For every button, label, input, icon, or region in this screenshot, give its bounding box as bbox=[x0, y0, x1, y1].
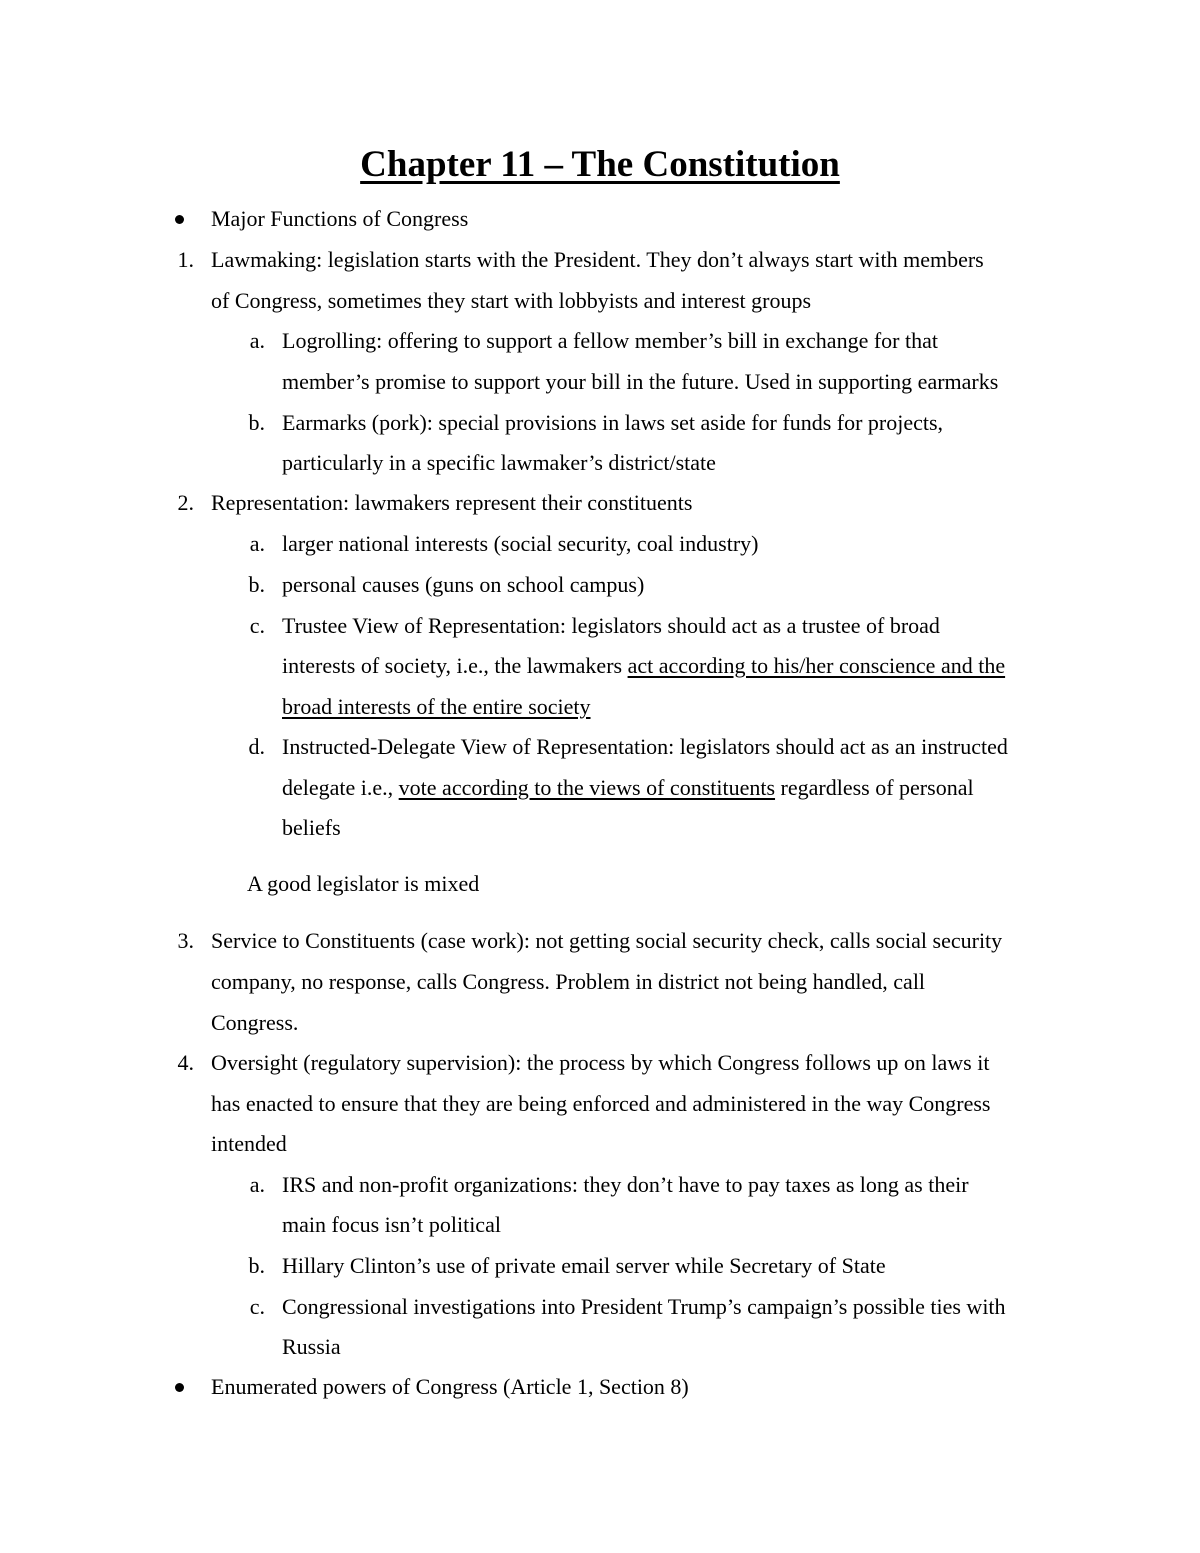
item-2c-underlined-text-cont: broad interests of the entire society bbox=[282, 694, 591, 719]
list-letter-4a: a. bbox=[249, 1172, 265, 1197]
item-2d-line-2-pre: delegate i.e., bbox=[282, 775, 399, 800]
item-4c-line-2: Russia bbox=[282, 1334, 341, 1359]
item-2d-line-2-post: regardless of personal bbox=[775, 775, 974, 800]
item-2-line-1: Representation: lawmakers represent their constituents bbox=[211, 490, 693, 515]
bullet-enumerated-powers: Enumerated powers of Congress (Article 1, Section 8) bbox=[211, 1374, 689, 1399]
item-2c-line-1: Trustee View of Representation: legislators should act as a trustee of broad bbox=[282, 613, 940, 638]
item-2a-line-1: larger national interests (social security, coal industry) bbox=[282, 531, 759, 556]
bullet-major-functions: Major Functions of Congress bbox=[211, 206, 469, 231]
item-4a-line-2: main focus isn’t political bbox=[282, 1212, 501, 1237]
item-2d-line-3: beliefs bbox=[282, 815, 341, 840]
item-1-line-2: of Congress, sometimes they start with lobbyists and interest groups bbox=[211, 288, 812, 313]
item-1a-line-2: member’s promise to support your bill in the future. Used in supporting earmarks bbox=[282, 369, 999, 394]
item-2b-line-1: personal causes (guns on school campus) bbox=[282, 572, 645, 597]
list-number-2: 2. bbox=[177, 490, 194, 515]
list-letter-2c: c. bbox=[249, 613, 265, 638]
item-4-line-1: Oversight (regulatory supervision): the process by which Congress follows up on laws it bbox=[211, 1050, 990, 1075]
list-number-1: 1. bbox=[177, 247, 194, 272]
item-2d-line-2 bbox=[282, 773, 974, 803]
list-letter-1b: b. bbox=[248, 410, 265, 435]
item-2d-line-1: Instructed-Delegate View of Representation: legislators should act as an instructed bbox=[282, 734, 1008, 759]
item-4-line-2: has enacted to ensure that they are being enforced and administered in the way Congress bbox=[211, 1091, 991, 1116]
list-letter-4b: b. bbox=[248, 1253, 265, 1278]
item-2d-underlined-text: vote according to the views of constituents bbox=[398, 775, 776, 800]
item-4c-line-1: Congressional investigations into President Trump’s campaign’s possible ties with bbox=[282, 1294, 1006, 1319]
bullet-icon bbox=[175, 215, 184, 224]
item-3-line-3: Congress. bbox=[211, 1010, 299, 1035]
item-1a-line-1: Logrolling: offering to support a fellow member’s bill in exchange for that bbox=[282, 328, 938, 353]
item-1b-line-1: Earmarks (pork): special provisions in laws set aside for funds for projects, bbox=[282, 410, 944, 435]
note-good-legislator: A good legislator is mixed bbox=[247, 871, 480, 896]
item-3-line-1: Service to Constituents (case work): not getting social security check, calls social security bbox=[211, 928, 1003, 953]
list-letter-2d: d. bbox=[248, 734, 265, 759]
item-2c-underlined-text: act according to his/her conscience and the bbox=[627, 653, 1006, 678]
page-title: Chapter 11 – The Constitution bbox=[360, 144, 840, 185]
item-4-line-3: intended bbox=[211, 1131, 287, 1156]
item-2c-line-2-text: interests of society, i.e., the lawmakers bbox=[282, 653, 628, 678]
item-1-line-1: Lawmaking: legislation starts with the President. They don’t always start with members bbox=[211, 247, 984, 272]
list-number-3: 3. bbox=[177, 928, 194, 953]
list-number-4: 4. bbox=[177, 1050, 194, 1075]
item-2c-line-3 bbox=[282, 692, 591, 722]
item-2c-line-2 bbox=[282, 651, 1005, 681]
list-letter-2b: b. bbox=[248, 572, 265, 597]
bullet-icon bbox=[175, 1383, 184, 1392]
list-letter-4c: c. bbox=[249, 1294, 265, 1319]
item-4a-line-1: IRS and non-profit organizations: they don’t have to pay taxes as long as their bbox=[282, 1172, 969, 1197]
list-letter-2a: a. bbox=[249, 531, 265, 556]
item-4b-line-1: Hillary Clinton’s use of private email server while Secretary of State bbox=[282, 1253, 886, 1278]
list-letter-1a: a. bbox=[249, 328, 265, 353]
item-1b-line-2: particularly in a specific lawmaker’s district/state bbox=[282, 450, 716, 475]
item-3-line-2: company, no response, calls Congress. Problem in district not being handled, call bbox=[211, 969, 926, 994]
